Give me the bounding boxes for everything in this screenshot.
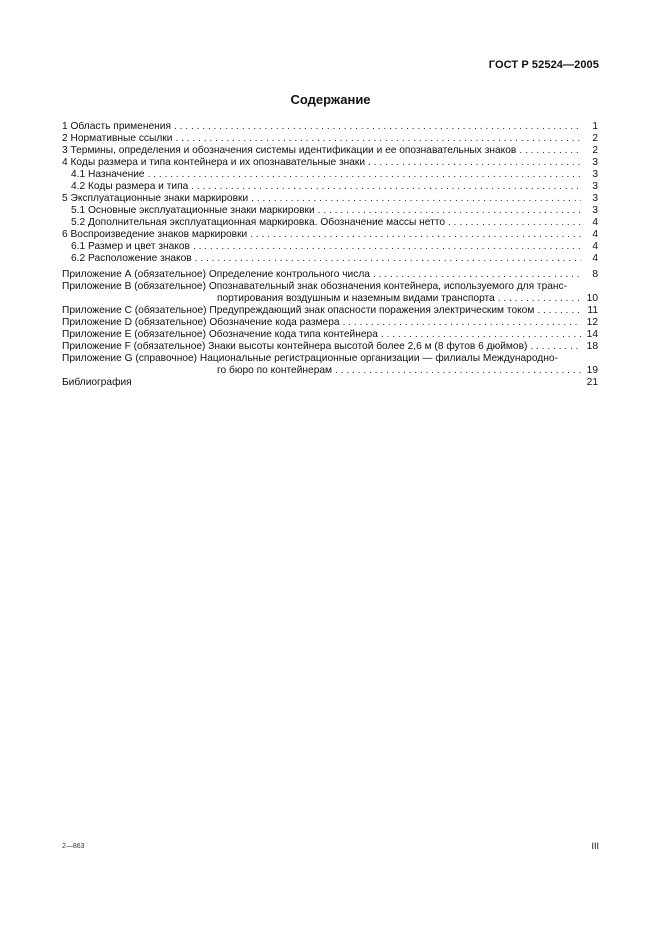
- toc-entry[interactable]: [62, 269, 598, 281]
- toc-entry-label: 5.2 Дополнительная эксплуатационная маркировка. Обозначение массы нетто: [71, 217, 445, 228]
- page-title: Содержание: [290, 92, 371, 107]
- toc-entry[interactable]: [62, 341, 598, 353]
- toc-entry[interactable]: [62, 157, 598, 169]
- toc-page-number: 4: [592, 217, 598, 228]
- toc-entry-label: 3 Термины, определения и обозначения системы идентификации и ее опознавательных знаков: [62, 145, 517, 156]
- toc-entry-label: 4 Коды размера и типа контейнера и их опознавательные знаки: [62, 157, 366, 168]
- leader-dots: [498, 293, 581, 305]
- leader-dots: [193, 241, 581, 253]
- toc-entry-label: 5.1 Основные эксплуатационные знаки маркировки: [71, 205, 315, 216]
- leader-dots: [343, 317, 581, 329]
- toc-entry[interactable]: [62, 193, 598, 205]
- toc-entry-label: 4.1 Назначение: [71, 169, 145, 180]
- toc-page-number: 4: [592, 241, 598, 252]
- toc-page-number: 3: [592, 157, 598, 168]
- leader-dots: [148, 169, 581, 181]
- leader-dots: [191, 181, 581, 193]
- toc-entry[interactable]: [62, 253, 598, 265]
- toc-page-number: 11: [587, 305, 598, 316]
- toc-entry-label: Приложение F (обязательное) Знаки высоты контейнера высотой более 2,6 м (8 футов 6 дюймов): [62, 341, 528, 352]
- print-mark: 2—863: [62, 843, 85, 850]
- toc-entry[interactable]: [62, 241, 598, 253]
- toc-page-number: 2: [592, 133, 598, 144]
- toc-page-number: 12: [586, 317, 598, 328]
- toc-page-number: 10: [586, 293, 598, 304]
- leader-dots: [195, 253, 581, 265]
- toc-page-number: 2: [592, 145, 598, 156]
- toc-entry-label: 4.2 Коды размера и типа: [71, 181, 189, 192]
- toc-entry-label: 5 Эксплуатационные знаки маркировки: [62, 193, 249, 204]
- toc-entry[interactable]: [62, 181, 598, 193]
- toc-entry-label: го бюро по контейнерам: [217, 365, 333, 376]
- leader-dots: [174, 121, 581, 133]
- toc-page-number: 3: [592, 205, 598, 216]
- toc-page-number: 3: [592, 181, 598, 192]
- toc-entry-label: портирования воздушным и наземным видами транспорта: [217, 293, 495, 304]
- page-number: III: [591, 841, 599, 851]
- leader-dots: [448, 217, 581, 229]
- toc-page-number: 18: [586, 341, 598, 352]
- toc-entry[interactable]: [62, 317, 598, 329]
- toc-page-number: 14: [586, 329, 598, 340]
- leader-dots: [368, 157, 581, 169]
- leader-dots: [381, 329, 581, 341]
- leader-dots: [335, 365, 581, 377]
- toc-entry-label: 6 Воспроизведение знаков маркировки: [62, 229, 248, 240]
- toc-entry[interactable]: [62, 293, 598, 305]
- leader-dots: [251, 193, 581, 205]
- toc-page-number: 3: [592, 193, 598, 204]
- toc-entry-label: Библиография: [62, 377, 132, 388]
- toc-page-number: 3: [592, 169, 598, 180]
- toc-entry-label: 2 Нормативные ссылки: [62, 133, 173, 144]
- toc-entry[interactable]: [62, 377, 598, 389]
- toc-entry-label: 1 Область применения: [62, 121, 171, 132]
- toc-entry[interactable]: [62, 329, 598, 341]
- toc-page-number: 21: [586, 377, 598, 388]
- leader-dots: [318, 205, 581, 217]
- leader-dots: [530, 341, 581, 353]
- toc-entry-label: 6.2 Расположение знаков: [71, 253, 192, 264]
- toc-entry-label: Приложение А (обязательное) Определение контрольного числа: [62, 269, 370, 280]
- toc-entry[interactable]: [62, 365, 598, 377]
- toc-page-number: 19: [586, 365, 598, 376]
- toc-page-number: 4: [592, 229, 598, 240]
- leader-dots: [250, 229, 581, 241]
- toc-page-number: 8: [592, 269, 598, 280]
- standard-number: ГОСТ Р 52524—2005: [488, 59, 599, 71]
- toc-entry-label-line1[interactable]: Приложение В (обязательное) Опознавательный знак обозначения контейнера, используемого для транс-: [62, 281, 568, 292]
- toc-entry[interactable]: [62, 133, 598, 145]
- toc-entry[interactable]: [62, 145, 598, 157]
- toc-entry-label: Приложение Е (обязательное) Обозначение кода типа контейнера: [62, 329, 378, 340]
- toc-entry[interactable]: [62, 305, 598, 317]
- toc-entry[interactable]: [62, 121, 598, 133]
- toc-entry[interactable]: [62, 169, 598, 181]
- toc-entry[interactable]: [62, 229, 598, 241]
- toc-entry[interactable]: [62, 217, 598, 229]
- toc-entry-label: Приложение С (обязательное) Предупреждающий знак опасности поражения электрическим током: [62, 305, 535, 316]
- leader-dots: [537, 305, 581, 317]
- toc-entry[interactable]: [62, 205, 598, 217]
- toc-entry-label-line1[interactable]: Приложение G (справочное) Национальные регистрационные организации — филиалы Международно-: [62, 353, 558, 364]
- toc-entry-label: 6.1 Размер и цвет знаков: [71, 241, 190, 252]
- leader-dots: [519, 145, 581, 157]
- toc-page-number: 4: [592, 253, 598, 264]
- table-of-contents: [62, 121, 598, 389]
- toc-page-number: 1: [592, 121, 598, 132]
- toc-entry-label: Приложение D (обязательное) Обозначение кода размера: [62, 317, 340, 328]
- leader-dots: [373, 269, 581, 281]
- leader-dots: [175, 133, 581, 145]
